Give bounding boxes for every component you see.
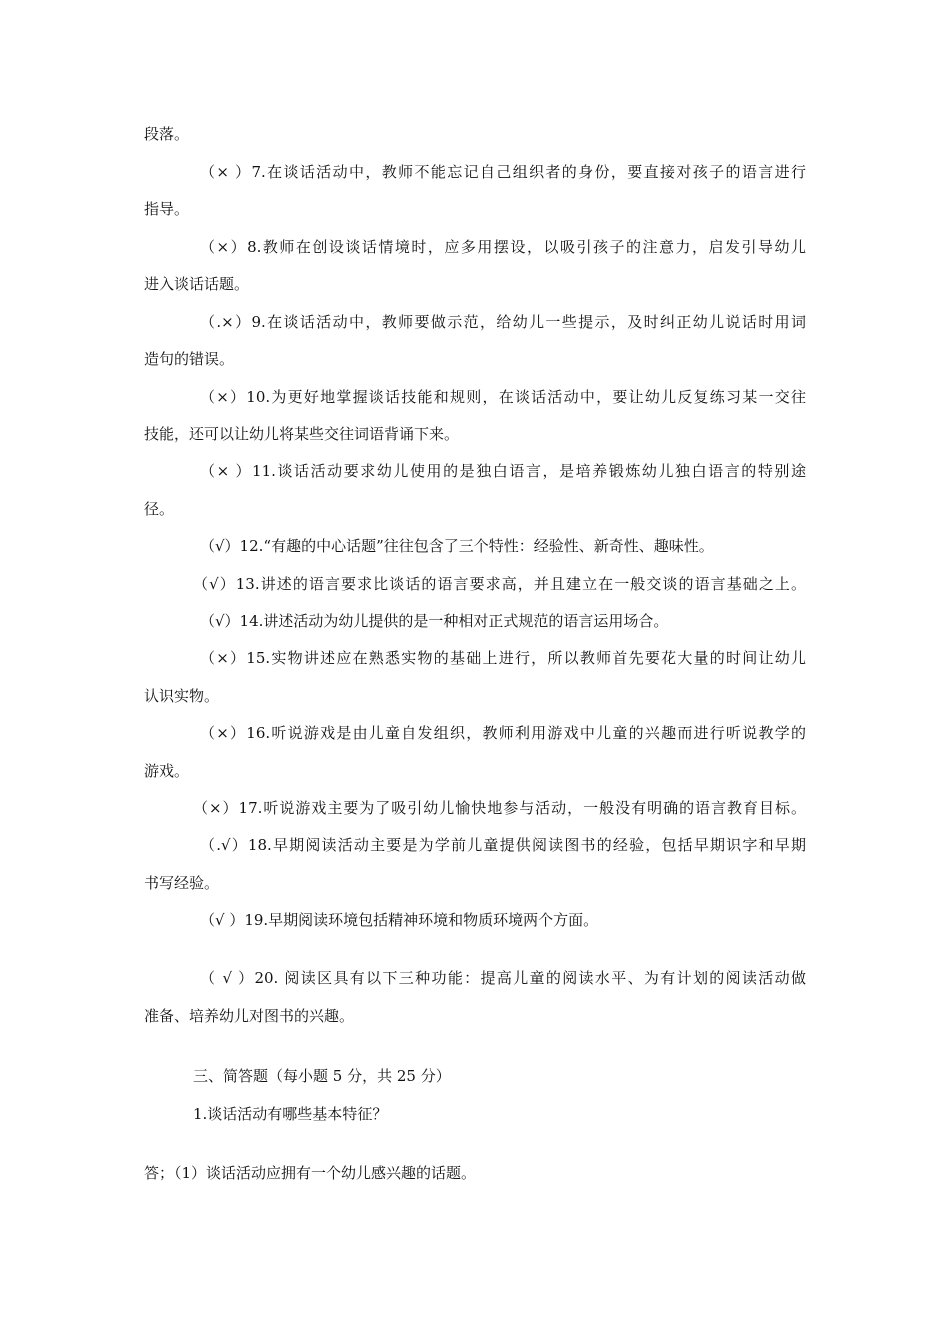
text-line: 准备、培养幼儿对图书的兴趣。 (144, 1007, 355, 1025)
text-line: （√ ）19.早期阅读环境包括精神环境和物质环境两个方面。 (200, 911, 599, 929)
text-line: 书写经验。 (144, 874, 220, 892)
section-heading: 三、简答题（每小题 5 分，共 25 分） (193, 1067, 451, 1085)
text-line: （.√）18.早期阅读活动主要是为学前儿童提供阅读图书的经验，包括早期识字和早期 (200, 836, 806, 854)
text-line: 段落。 (144, 125, 190, 143)
text-line: （×）17.听说游戏主要为了吸引幼儿愉快地参与活动，一般没有明确的语言教育目标。 (193, 799, 806, 817)
question-line: 1.谈话活动有哪些基本特征？ (193, 1105, 388, 1123)
text-line: 认识实物。 (144, 687, 220, 705)
text-line: 造句的错误。 (144, 350, 235, 368)
text-line: （×）8.教师在创设谈话情境时，应多用摆设，以吸引孩子的注意力，启发引导幼儿 (200, 238, 806, 256)
text-line: 游戏。 (144, 762, 190, 780)
text-line: （×）15.实物讲述应在熟悉实物的基础上进行，所以教师首先要花大量的时间让幼儿 (200, 649, 806, 667)
text-line: （×）16.听说游戏是由儿童自发组织，教师利用游戏中儿童的兴趣而进行听说教学的 (200, 724, 806, 742)
text-line: （× ）11.谈话活动要求幼儿使用的是独白语言，是培养锻炼幼儿独白语言的特别途 (200, 462, 806, 480)
text-line: （√）12.“有趣的中心话题”往往包含了三个特性：经验性、新奇性、趣味性。 (200, 537, 714, 555)
text-line: （ √ ）20. 阅读区具有以下三种功能：提高儿童的阅读水平、为有计划的阅读活动做 (200, 969, 806, 987)
text-line: 指导。 (144, 200, 190, 218)
text-line: 进入谈话话题。 (144, 275, 250, 293)
text-line: 技能，还可以让幼儿将某些交往词语背诵下来。 (144, 425, 460, 443)
text-line: 径。 (144, 500, 175, 518)
answer-line: 答；（1）谈话活动应拥有一个幼儿感兴趣的话题。 (144, 1164, 477, 1182)
text-line: （√）14.讲述活动为幼儿提供的是一种相对正式规范的语言运用场合。 (200, 612, 669, 630)
text-line: （× ）7.在谈话活动中，教师不能忘记自己组织者的身份，要直接对孩子的语言进行 (200, 163, 806, 181)
text-line: （.×）9.在谈话活动中，教师要做示范，给幼儿一些提示，及时纠正幼儿说话时用词 (200, 313, 806, 331)
text-line: （√）13.讲述的语言要求比谈话的语言要求高，并且建立在一般交谈的语言基础之上。 (193, 575, 806, 593)
text-line: （×）10.为更好地掌握谈话技能和规则，在谈话活动中，要让幼儿反复练习某一交往 (200, 388, 806, 406)
